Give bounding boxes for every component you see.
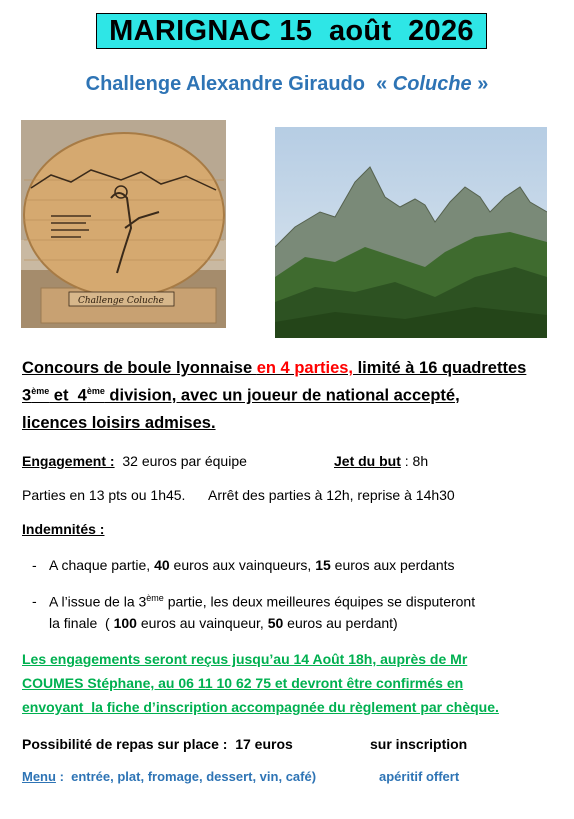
concours-text-a: Concours de boule lyonnaise [22, 359, 257, 377]
parties-line: Parties en 13 pts ou 1h45. Arrêt des parties à 12h, reprise à 14h30 [22, 487, 455, 503]
engagement-line [22, 453, 247, 469]
bullet2-text-b: partie, les deux meilleures équipes se disputeront [163, 593, 476, 610]
jet-du-but-line [334, 453, 428, 469]
repas-price: 17 euros [235, 736, 293, 752]
menu-line [22, 769, 316, 784]
bullet1-amount-40: 40 [154, 557, 170, 573]
indemnites-label: Indemnités : [22, 521, 105, 537]
bullet2-text-a: A l’issue de la 3 [49, 593, 147, 610]
division-text: division, avec un joueur de national accepté, [104, 386, 460, 405]
engagement-label: Engagement : [22, 453, 115, 469]
menu-label: Menu [22, 769, 56, 784]
indemnite-bullet-2 [49, 593, 475, 610]
bullet1-text-e: euros aux perdants [330, 557, 455, 573]
indemnites-heading [22, 521, 104, 537]
bullet1-text-a: A chaque partie, [49, 557, 155, 573]
repas-label: Possibilité de repas sur place : [22, 736, 236, 752]
page-title: MARIGNAC 15 août 2026 [96, 13, 487, 49]
jet-du-but-value: : 8h [400, 453, 429, 469]
bullet2-l2-e: euros au perdant) [283, 615, 398, 631]
sup-eme-2: ème [86, 386, 105, 396]
bullet2-l2-c: euros au vainqueur, [136, 615, 268, 631]
concours-line-3: licences loisirs admises. [22, 414, 216, 432]
aperitif-offert: apéritif offert [379, 769, 460, 784]
concours-text-b: limité à 16 quadrettes [353, 359, 527, 377]
engagements-note-line-2: COUMES Stéphane, au 06 11 10 62 75 et devront être confirmés en [22, 675, 464, 691]
repas-line [22, 736, 293, 752]
sup-eme-1: ème [31, 386, 50, 396]
engagements-note-line-1: Les engagements seront reçus jusqu’au 14 Août 18h, auprès de Mr [22, 651, 468, 667]
division-3: 3 [22, 386, 32, 405]
mountain-photo [275, 127, 547, 338]
bullet1-amount-15: 15 [315, 557, 331, 573]
indemnite-bullet-1 [49, 557, 455, 573]
challenge-subtitle [0, 73, 574, 96]
bullet2-amount-100: 100 [113, 615, 137, 631]
bullet1-text-c: euros aux vainqueurs, [169, 557, 316, 573]
bullet2-l2-a: la finale ( [49, 615, 114, 631]
repas-inscription: sur inscription [370, 736, 468, 752]
bullet2-amount-50: 50 [267, 615, 284, 631]
jet-du-but-label: Jet du but [334, 453, 401, 469]
concours-parties-red: en 4 parties, [256, 359, 354, 377]
engagements-note-line-3: envoyant la fiche d’inscription accompagnée du règlement par chèque. [22, 699, 499, 715]
menu-items: : entrée, plat, fromage, dessert, vin, café) [55, 769, 317, 784]
subtitle-main: Challenge Alexandre Giraudo « [85, 73, 393, 95]
engagement-value: 32 euros par équipe [114, 453, 247, 469]
trophy-plaque-text: Challenge Coluche [77, 296, 165, 306]
concours-line-2 [22, 386, 460, 406]
bullet-dash-1: - [32, 557, 37, 573]
division-4: et 4 [49, 386, 87, 405]
trophy-photo [21, 120, 226, 328]
concours-line-1 [22, 359, 526, 378]
bullet-dash-2: - [32, 593, 37, 609]
bullet2-sup: ème [146, 593, 164, 603]
subtitle-italic: Coluche [392, 73, 472, 95]
indemnite-bullet-2-line-2 [49, 615, 398, 631]
subtitle-end: » [471, 73, 489, 95]
